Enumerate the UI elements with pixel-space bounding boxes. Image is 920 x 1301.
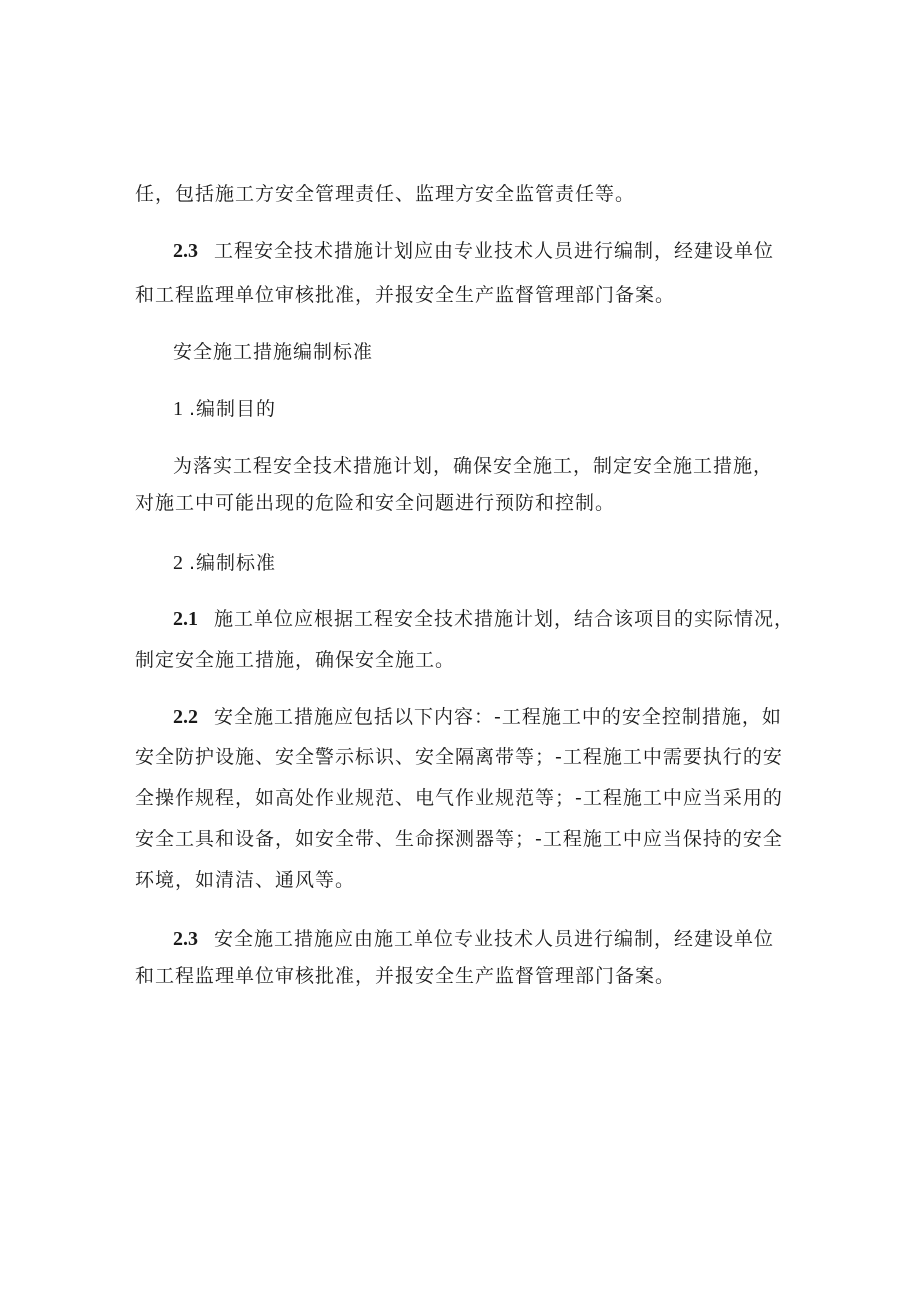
purpose-heading: 1 .编制目的: [173, 398, 277, 420]
clause-2-1-line2: 制定安全施工措施，确保安全施工。: [135, 649, 456, 671]
standard-heading: 2 .编制标准: [173, 552, 277, 574]
clause-2-2-line2: 安全防护设施、安全警示标识、安全隔离带等；-工程施工中需要执行的安: [135, 746, 783, 768]
continuation-text: 任，包括施工方安全管理责任、监理方安全监管责任等。: [135, 183, 636, 205]
clause-2-3-second-line2: 和工程监理单位审核批准，并报安全生产监督管理部门备案。: [135, 965, 676, 987]
clause-2-2-line1: 2.2 安全施工措施应包括以下内容：-工程施工中的安全控制措施，如: [173, 706, 782, 728]
clause-2-3-second-line1: 2.3 安全施工措施应由施工单位专业技术人员进行编制，经建设单位: [173, 928, 775, 950]
clause-number: 2.3: [173, 240, 198, 262]
clause-2-1-line1: 2.1 施工单位应根据工程安全技术措施计划，结合该项目的实际情况，: [173, 608, 795, 630]
purpose-line2: 对施工中可能出现的危险和安全问题进行预防和控制。: [135, 492, 616, 514]
clause-2-2-line3: 全操作规程，如高处作业规范、电气作业规范等；-工程施工中应当采用的: [135, 787, 783, 809]
clause-2-3-first-line1: 2.3 工程安全技术措施计划应由专业技术人员进行编制，经建设单位: [173, 240, 775, 262]
heading-number: 1: [173, 398, 183, 420]
clause-number: 2.3: [173, 928, 198, 950]
clause-number: 2.2: [173, 706, 198, 728]
clause-2-2-line5: 环境，如清洁、通风等。: [135, 869, 356, 891]
section-title: 安全施工措施编制标准: [173, 341, 374, 363]
clause-2-3-first-line2: 和工程监理单位审核批准，并报安全生产监督管理部门备案。: [135, 284, 676, 306]
clause-number: 2.1: [173, 608, 198, 630]
heading-number: 2: [173, 552, 183, 574]
purpose-line1: 为落实工程安全技术措施计划，确保安全施工，制定安全施工措施，: [173, 455, 774, 477]
clause-2-2-line4: 安全工具和设备，如安全带、生命探测器等；-工程施工中应当保持的安全: [135, 828, 783, 850]
